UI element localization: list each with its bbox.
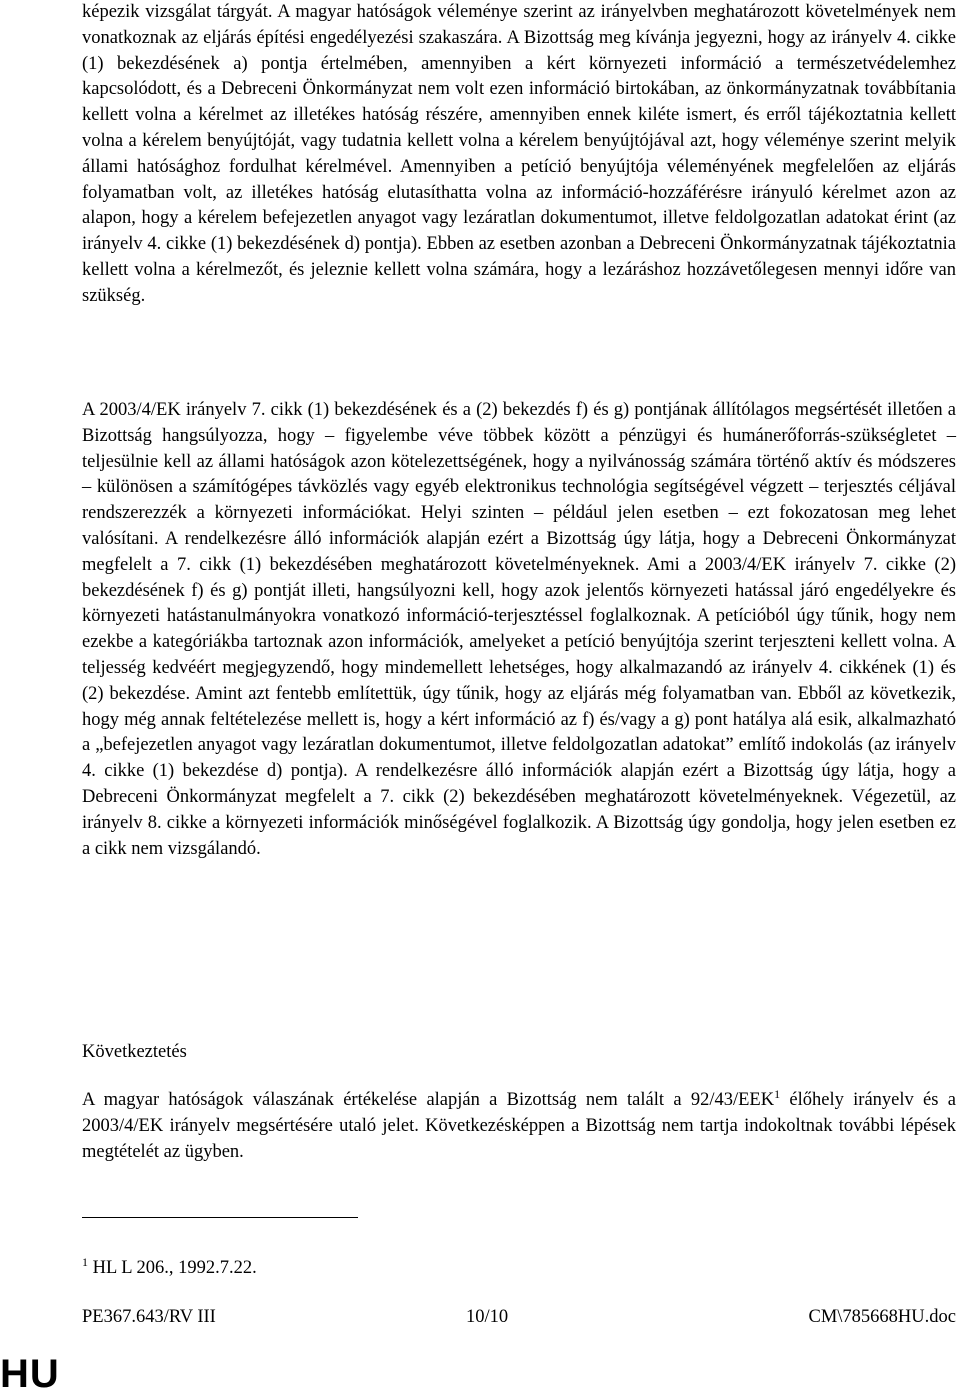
- conclusion-text-end: élőhely irányelv és a 2003/4/EK irányelv megsértésére utaló jelet. Következésképpen a Bizottság nem tartja indokoltnak további lépések megtételét az ügyben.: [82, 1090, 956, 1162]
- conclusion-paragraph: [82, 1088, 956, 1165]
- footnote-reference: 1: [774, 1086, 781, 1101]
- body-paragraph-1: képezik vizsgálat tárgyát. A magyar hatóságok véleménye szerint az irányelvben meghatározott követelmények nem vonatkoznak az eljárás építési engedélyezési szakaszára. A Bizottság meg kívánja jegyezni, hogy az irányelv 4. cikke (1) bekezdésének a) pontja értelmében, amennyiben a kért környezeti információ a természetvédelemhez kapcsolódott, és a Debreceni Önkormányzat nem volt ezen információ birtokában, az önkormányzatnak továbbítania kellett volna a kérelmet az illetékes hatóság részére, amennyiben ennek kiléte ismert, és erről tájékoztatnia kellett volna a kérelem benyújtóját, vagy tudatnia kellett volna a kérelem benyújtójával azt, hogy véleménye szerint melyik állami hatósághoz fordulhat kérelmével. Amennyiben a petíció benyújtója véleményének megfelelően az eljárás folyamatban volt, az illetékes hatóság elutasíthatta volna az információ-hozzáférésre irányuló kérelmet azon az alapon, hogy a kérelem befejezetlen anyagot vagy lezáratlan dokumentumot, illetve feldolgozatlan adatokat érint (az irányelv 4. cikke (1) bekezdésének d) pontja). Ebben az esetben azonban a Debreceni Önkormányzatnak tájékoztatnia kellett volna a kérelmezőt, és jeleznie kellett volna számára, hogy a lezáráshoz hozzávetőlegesen mennyi időre van szükség.: [82, 2, 956, 306]
- footnote-separator: [82, 1217, 358, 1218]
- language-code: HU: [0, 1352, 60, 1396]
- section-heading: Következtetés: [82, 1042, 187, 1062]
- footer-reference: PE367.643/RV III: [82, 1307, 216, 1327]
- footnote-text: HL L 206., 1992.7.22.: [92, 1258, 257, 1278]
- footnote-marker: 1: [82, 1254, 88, 1269]
- footer-document-name: CM\785668HU.doc: [808, 1307, 956, 1327]
- conclusion-text-start: A magyar hatóságok válaszának értékelése alapján a Bizottság nem talált a 92/43/EEK: [82, 1090, 775, 1110]
- footnote: [82, 1256, 257, 1280]
- footer-page-number: 10/10: [466, 1307, 509, 1327]
- body-paragraph-2: A 2003/4/EK irányelv 7. cikk (1) bekezdésének és a (2) bekezdés f) és g) pontjának állítólagos megsértését illetően a Bizottság hangsúlyozza, hogy – figyelembe véve többek között a pénzügyi és humánerőforrás-szükségletet – teljesülnie kell az állami hatóságok azon kötelezettségének, hogy a nyilvánosság számára történő aktív és módszeres – különösen a számítógépes távközlés vagy egyéb elektronikus technológia segítségével végzett – terjesztés céljával rendszerezzék a környezeti információkat. Helyi szinten – például jelen esetben – ezt fokozatosan meg lehet valósítani. A rendelkezésre álló információk alapján ezért a Bizottság úgy látja, hogy a Debreceni Önkormányzat megfelelt a 7. cikk (1) bekezdésében meghatározott követelményeknek. Ami a 2003/4/EK irányelv 7. cikke (2) bekezdésének f) és g) pontját illeti, hangsúlyozni kell, hogy azok jelentős környezeti hatással járó engedélyekre és környezeti hatástanulmányokra vonatkozó információ-terjesztéssel foglalkoznak. A petícióból úgy tűnik, hogy nem ezekbe a kategóriákba tartoznak azon információk, amelyeket a petíció benyújtója szerint terjeszteni kellett volna. A teljesség kedvéért megjegyzendő, hogy mindemellett lehetséges, hogy alkalmazandó az irányelv 4. cikkének (1) és (2) bekezdése. Amint azt fentebb említettük, úgy tűnik, hogy az eljárás még folyamatban van. Ebből az következik, hogy még annak feltételezése mellett is, hogy a kért információ az f) és/vagy a g) pont hatálya alá esik, alkalmazható a „befejezetlen anyagot vagy lezáratlan dokumentumot, illetve feldolgozatlan adatokat” említő indokolás (az irányelv 4. cikke (1) bekezdése d) pontja). A rendelkezésre álló információk alapján ezért a Bizottság úgy látja, hogy a Debreceni Önkormányzat megfelelt a 7. cikk (2) bekezdésében meghatározott követelményeknek. Végezetül, az irányelv 8. cikke a környezeti információk minőségével foglalkozik. A Bizottság úgy gondolja, hogy jelen esetben ez a cikk nem vizsgálandó.: [82, 400, 956, 859]
